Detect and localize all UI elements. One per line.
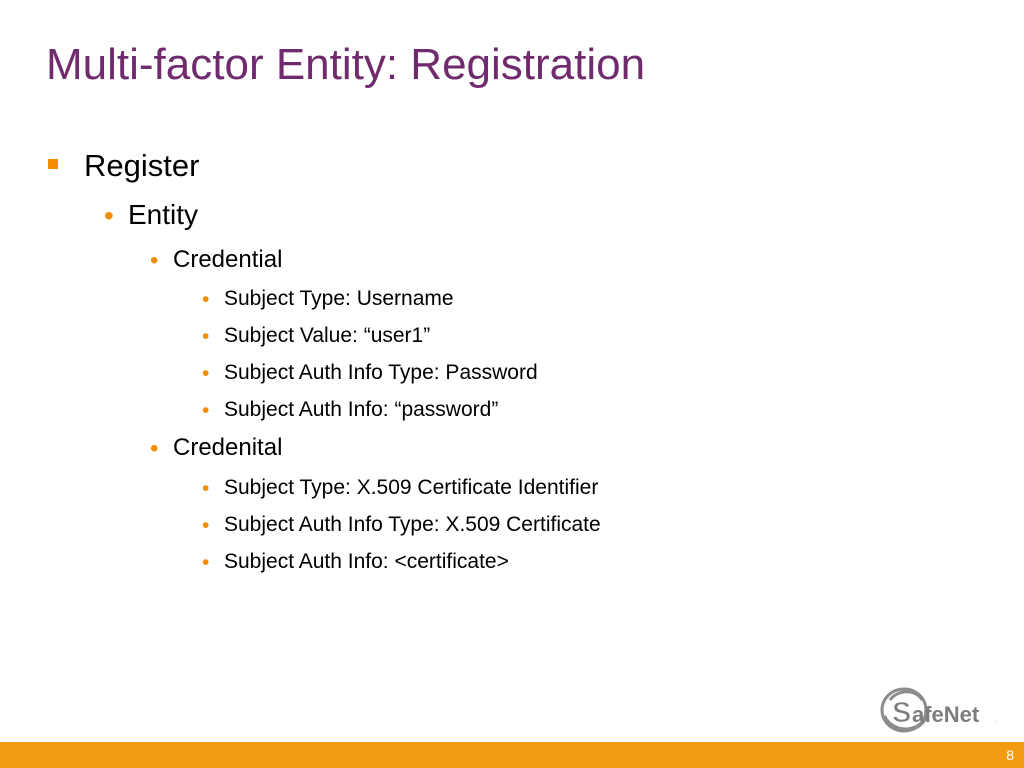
bullet-entity: Entity — [128, 199, 199, 230]
square-bullet-icon — [48, 159, 58, 169]
bullet-dot-icon: • — [202, 514, 210, 537]
bullet-dot-icon: • — [104, 200, 114, 231]
bullet-subject-auth-info-type-1: Subject Auth Info Type: Password — [224, 361, 538, 384]
bullet-subject-auth-info-type-2: Subject Auth Info Type: X.509 Certificate — [224, 513, 601, 536]
bullet-dot-icon: • — [202, 399, 210, 422]
bullet-subject-value-1: Subject Value: “user1” — [224, 324, 431, 347]
bullet-register: Register — [84, 148, 200, 183]
bullet-dot-icon: • — [202, 362, 210, 385]
bullet-dot-icon: • — [150, 435, 159, 462]
bullet-dot-icon: • — [150, 247, 159, 274]
bullet-dot-icon: • — [202, 325, 210, 348]
slide-title: Multi-factor Entity: Registration — [46, 40, 646, 89]
bullet-dot-icon: • — [202, 551, 210, 574]
bullet-subject-auth-info-1: Subject Auth Info: “password” — [224, 398, 499, 421]
svg-text:.: . — [995, 718, 997, 724]
svg-text:S: S — [892, 697, 912, 729]
bullet-dot-icon: • — [202, 288, 210, 311]
svg-text:afeNet: afeNet — [912, 702, 980, 727]
page-number: 8 — [1006, 747, 1014, 763]
bullet-subject-type-1: Subject Type: Username — [224, 287, 454, 310]
bullet-subject-auth-info-2: Subject Auth Info: <certificate> — [224, 550, 509, 573]
bullet-credential-1: Credential — [173, 246, 283, 273]
bullet-subject-type-2: Subject Type: X.509 Certificate Identifier — [224, 476, 599, 499]
safenet-logo — [874, 682, 1014, 742]
footer-bar — [0, 742, 1024, 768]
bullet-credential-2: Credenital — [173, 434, 283, 461]
bullet-dot-icon: • — [202, 477, 210, 500]
